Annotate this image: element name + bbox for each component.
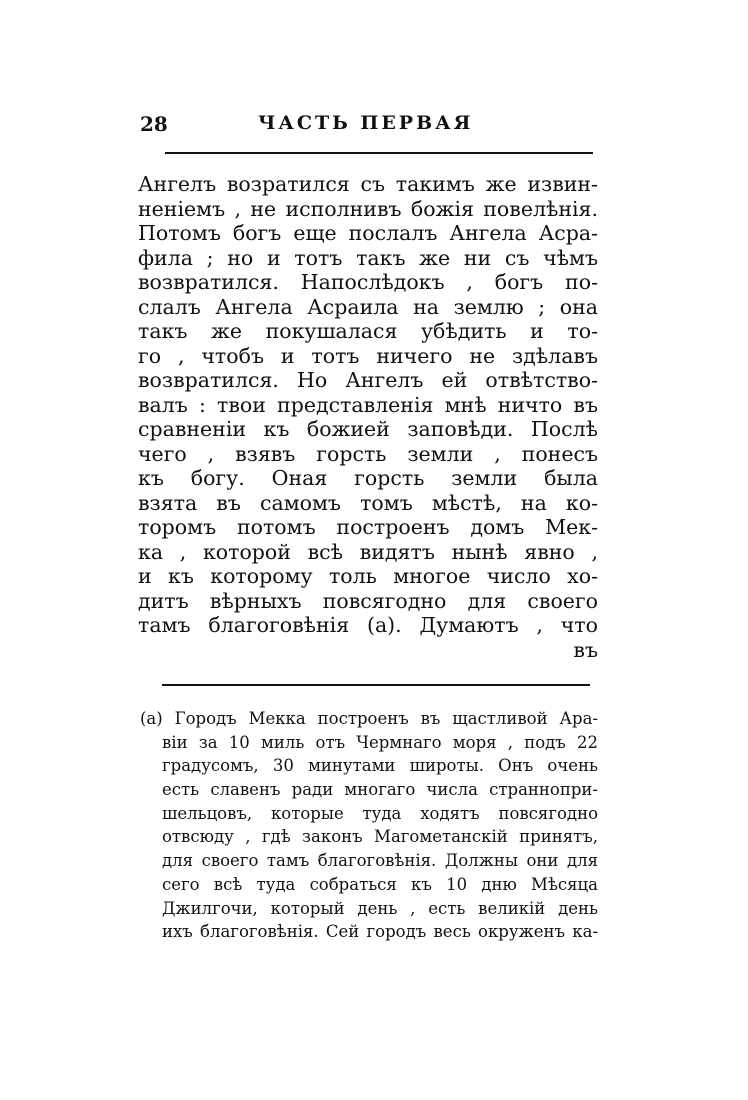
body-line: возвратился. Напослѣдокъ , богъ по-: [138, 270, 598, 294]
body-line: тамъ благоговѣнія (а). Думаютъ , что: [138, 613, 598, 637]
footnote-line: віи за 10 миль отъ Чермнаго моря , подъ 22: [162, 732, 598, 752]
footnote: [140, 707, 598, 944]
footnote-line: есть славенъ ради многаго числа страннопри-: [162, 780, 598, 800]
body-line: дитъ вѣрныхъ повсягодно для своего: [138, 588, 598, 613]
footnote-line: сего всѣ туда собраться къ 10 дню Мѣсяца: [162, 874, 598, 894]
body-line: Потомъ богъ еще послалъ Ангела Асра-: [138, 221, 598, 245]
footnote-line: градусомъ, 30 минутами широты. Онъ очень: [162, 756, 598, 776]
body-line: къ богу. Оная горсть земли была: [138, 466, 598, 490]
body-line: взята въ самомъ томъ мѣстѣ, на ко-: [138, 490, 598, 515]
header-rule: [165, 152, 593, 154]
footnote-line: (а) Городъ Мекка построенъ въ щастливой Ара-: [140, 709, 598, 728]
running-title: ЧАСТЬ ПЕРВАЯ: [258, 112, 474, 134]
body-line: возвратился. Но Ангелъ ей отвѣтство-: [138, 368, 598, 392]
catchword: въ: [573, 637, 598, 662]
body-line: го , чтобъ и тотъ ничего не здѣлавъ: [138, 343, 598, 368]
page-number: 28: [140, 112, 168, 136]
footnote-line: для своего тамъ благоговѣнія. Должны они для: [162, 851, 598, 871]
body-line: неніемъ , не исполнивъ божія повелѣнія.: [138, 196, 598, 221]
body-line: фила ; но и тотъ такъ же ни съ чѣмъ: [138, 245, 598, 270]
body-line: слалъ Ангела Асраила на землю ; она: [138, 294, 598, 319]
body-text: [138, 172, 598, 662]
body-line: сравненіи къ божией заповѣди. Послѣ: [138, 417, 598, 441]
body-line: ка , которой всѣ видятъ нынѣ явно ,: [138, 539, 598, 564]
footnote-line: Джилгочи, который день , есть великій день: [162, 898, 598, 918]
footnote-line: ихъ благоговѣнія. Сей городъ весь окруженъ ка-: [162, 922, 598, 942]
running-header: [140, 112, 595, 142]
body-line: и къ которому толь многое число хо-: [138, 564, 598, 588]
body-line: Ангелъ возратился съ такимъ же извин-: [138, 172, 598, 196]
footnote-line: отвсюду , гдѣ законъ Магометанскій принятъ,: [162, 827, 598, 847]
body-line: чего , взявъ горсть земли , понесъ: [138, 441, 598, 466]
body-line: валъ : твои представленія мнѣ ничто въ: [138, 392, 598, 417]
body-line: такъ же покушалася убѣдить и то-: [138, 319, 598, 343]
footnote-line: шельцовъ, которые туда ходятъ повсягодно: [162, 803, 598, 823]
footnote-rule: [162, 684, 590, 686]
body-line: торомъ потомъ построенъ домъ Мек-: [138, 515, 598, 539]
